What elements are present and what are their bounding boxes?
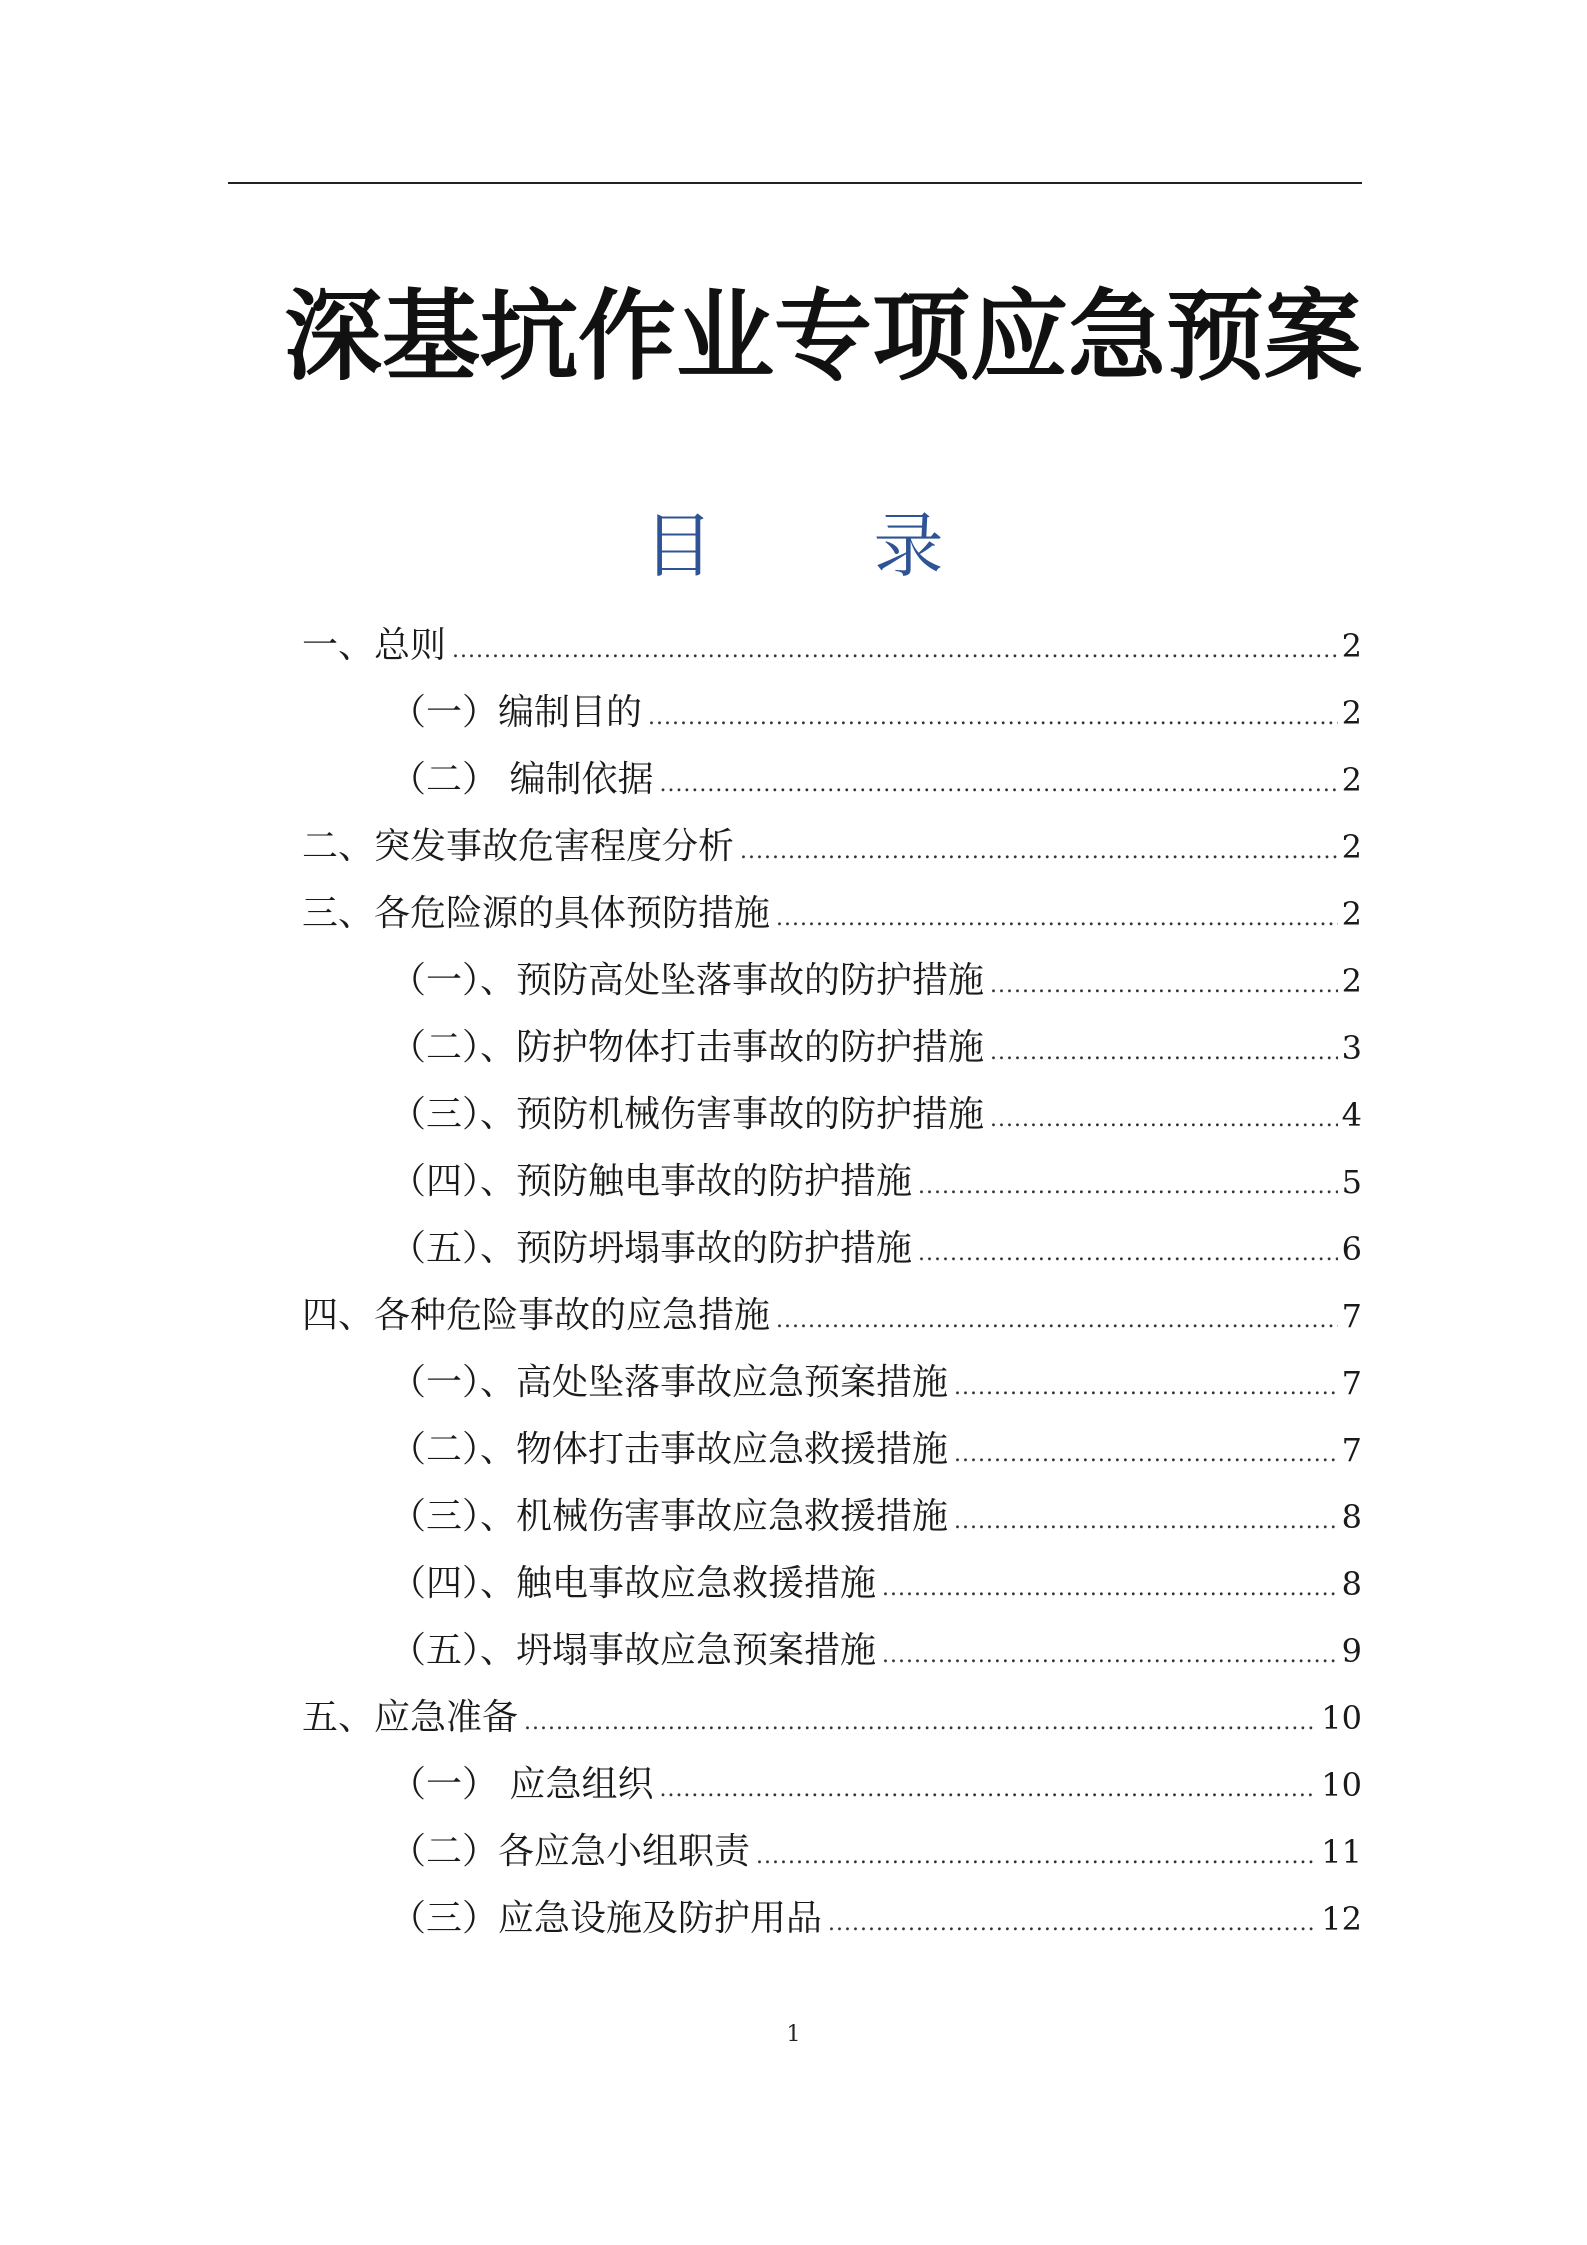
toc-entry[interactable] (302, 880, 1362, 947)
toc-entry[interactable] (302, 1684, 1362, 1751)
toc-entry-label: 四、各种危险事故的应急措施 (302, 1295, 771, 1336)
toc-entry-label: （二）各应急小组职责 (390, 1831, 751, 1872)
toc-entry-page: 7 (1341, 1364, 1362, 1402)
toc-entry-page: 6 (1341, 1230, 1362, 1268)
toc-entry-label: （一） 应急组织 (390, 1764, 654, 1805)
toc-entry[interactable] (302, 1416, 1362, 1483)
toc-dot-leader (918, 1220, 1338, 1287)
toc-entry-page: 2 (1341, 694, 1362, 732)
toc-entry[interactable] (302, 679, 1362, 746)
toc-entry-page: 2 (1341, 962, 1362, 1000)
toc-entry[interactable] (302, 746, 1362, 813)
toc-entry-page: 8 (1341, 1565, 1362, 1603)
toc-dot-leader (648, 684, 1338, 751)
toc-dot-leader (918, 1153, 1338, 1220)
toc-entry-label: （三）应急设施及防护用品 (390, 1898, 823, 1939)
toc-entry-label: 二、突发事故危害程度分析 (302, 826, 735, 867)
toc-entry-label: （四）、触电事故应急救援措施 (390, 1563, 877, 1604)
toc-dot-leader (990, 952, 1338, 1019)
toc-dot-leader (990, 1019, 1338, 1086)
document-title: 深基坑作业专项应急预案 (283, 280, 1362, 394)
toc-dot-leader (882, 1555, 1338, 1622)
toc-entry[interactable] (302, 813, 1362, 880)
page-number: 1 (786, 2022, 801, 2047)
toc-entry[interactable] (302, 1818, 1362, 1885)
header-rule (228, 182, 1362, 184)
toc-entry[interactable] (302, 1215, 1362, 1282)
toc-dot-leader (776, 1287, 1338, 1354)
toc-entry-page: 9 (1341, 1632, 1362, 1670)
toc-entry[interactable] (302, 947, 1362, 1014)
toc-dot-leader (954, 1488, 1338, 1555)
toc-entry-label: 五、应急准备 (302, 1697, 519, 1738)
toc-entry[interactable] (302, 1885, 1362, 1952)
toc-heading (0, 498, 1587, 594)
toc-dot-leader (740, 818, 1338, 885)
toc-entry-label: （一）、高处坠落事故应急预案措施 (390, 1362, 949, 1403)
toc-entry-label: （二）、物体打击事故应急救援措施 (390, 1429, 949, 1470)
table-of-contents (302, 612, 1362, 1952)
toc-dot-leader (524, 1689, 1317, 1756)
toc-entry-page: 10 (1321, 1766, 1362, 1804)
toc-dot-leader (990, 1086, 1338, 1153)
toc-dot-leader (659, 1756, 1317, 1823)
toc-dot-leader (882, 1622, 1338, 1689)
toc-entry-page: 7 (1341, 1431, 1362, 1469)
toc-entry-page: 10 (1321, 1699, 1362, 1737)
toc-entry[interactable] (302, 1483, 1362, 1550)
toc-entry-page: 12 (1321, 1900, 1362, 1938)
toc-entry[interactable] (302, 1349, 1362, 1416)
toc-entry-page: 5 (1341, 1163, 1362, 1201)
toc-dot-leader (452, 617, 1338, 684)
toc-entry[interactable] (302, 612, 1362, 679)
toc-entry[interactable] (302, 1148, 1362, 1215)
toc-heading-left: 目 (643, 505, 714, 587)
toc-dot-leader (828, 1890, 1317, 1957)
toc-entry-page: 2 (1341, 895, 1362, 933)
toc-entry-page: 11 (1321, 1833, 1362, 1871)
toc-heading-right: 录 (873, 505, 944, 587)
toc-entry[interactable] (302, 1617, 1362, 1684)
toc-entry[interactable] (302, 1550, 1362, 1617)
toc-entry[interactable] (302, 1282, 1362, 1349)
toc-entry-label: （四）、预防触电事故的防护措施 (390, 1161, 913, 1202)
toc-entry-page: 8 (1341, 1498, 1362, 1536)
toc-entry-label: （三）、预防机械伤害事故的防护措施 (390, 1094, 985, 1135)
toc-entry[interactable] (302, 1081, 1362, 1148)
toc-entry-label: 三、各危险源的具体预防措施 (302, 893, 771, 934)
toc-dot-leader (954, 1354, 1338, 1421)
toc-entry-page: 4 (1341, 1096, 1362, 1134)
toc-dot-leader (954, 1421, 1338, 1488)
toc-entry-label: （五）、坍塌事故应急预案措施 (390, 1630, 877, 1671)
toc-entry-page: 2 (1341, 761, 1362, 799)
toc-entry-page: 2 (1341, 627, 1362, 665)
toc-entry[interactable] (302, 1014, 1362, 1081)
toc-entry-label: 一、总则 (302, 625, 447, 666)
toc-dot-leader (776, 885, 1338, 952)
toc-entry-label: （二） 编制依据 (390, 759, 654, 800)
toc-entry-label: （三）、机械伤害事故应急救援措施 (390, 1496, 949, 1537)
toc-dot-leader (756, 1823, 1317, 1890)
toc-entry-page: 3 (1341, 1029, 1362, 1067)
toc-entry-label: （一）编制目的 (390, 692, 643, 733)
toc-entry-label: （二）、防护物体打击事故的防护措施 (390, 1027, 985, 1068)
toc-entry[interactable] (302, 1751, 1362, 1818)
toc-entry-label: （五）、预防坍塌事故的防护措施 (390, 1228, 913, 1269)
toc-entry-page: 2 (1341, 828, 1362, 866)
toc-dot-leader (659, 751, 1337, 818)
toc-entry-page: 7 (1341, 1297, 1362, 1335)
toc-entry-label: （一）、预防高处坠落事故的防护措施 (390, 960, 985, 1001)
